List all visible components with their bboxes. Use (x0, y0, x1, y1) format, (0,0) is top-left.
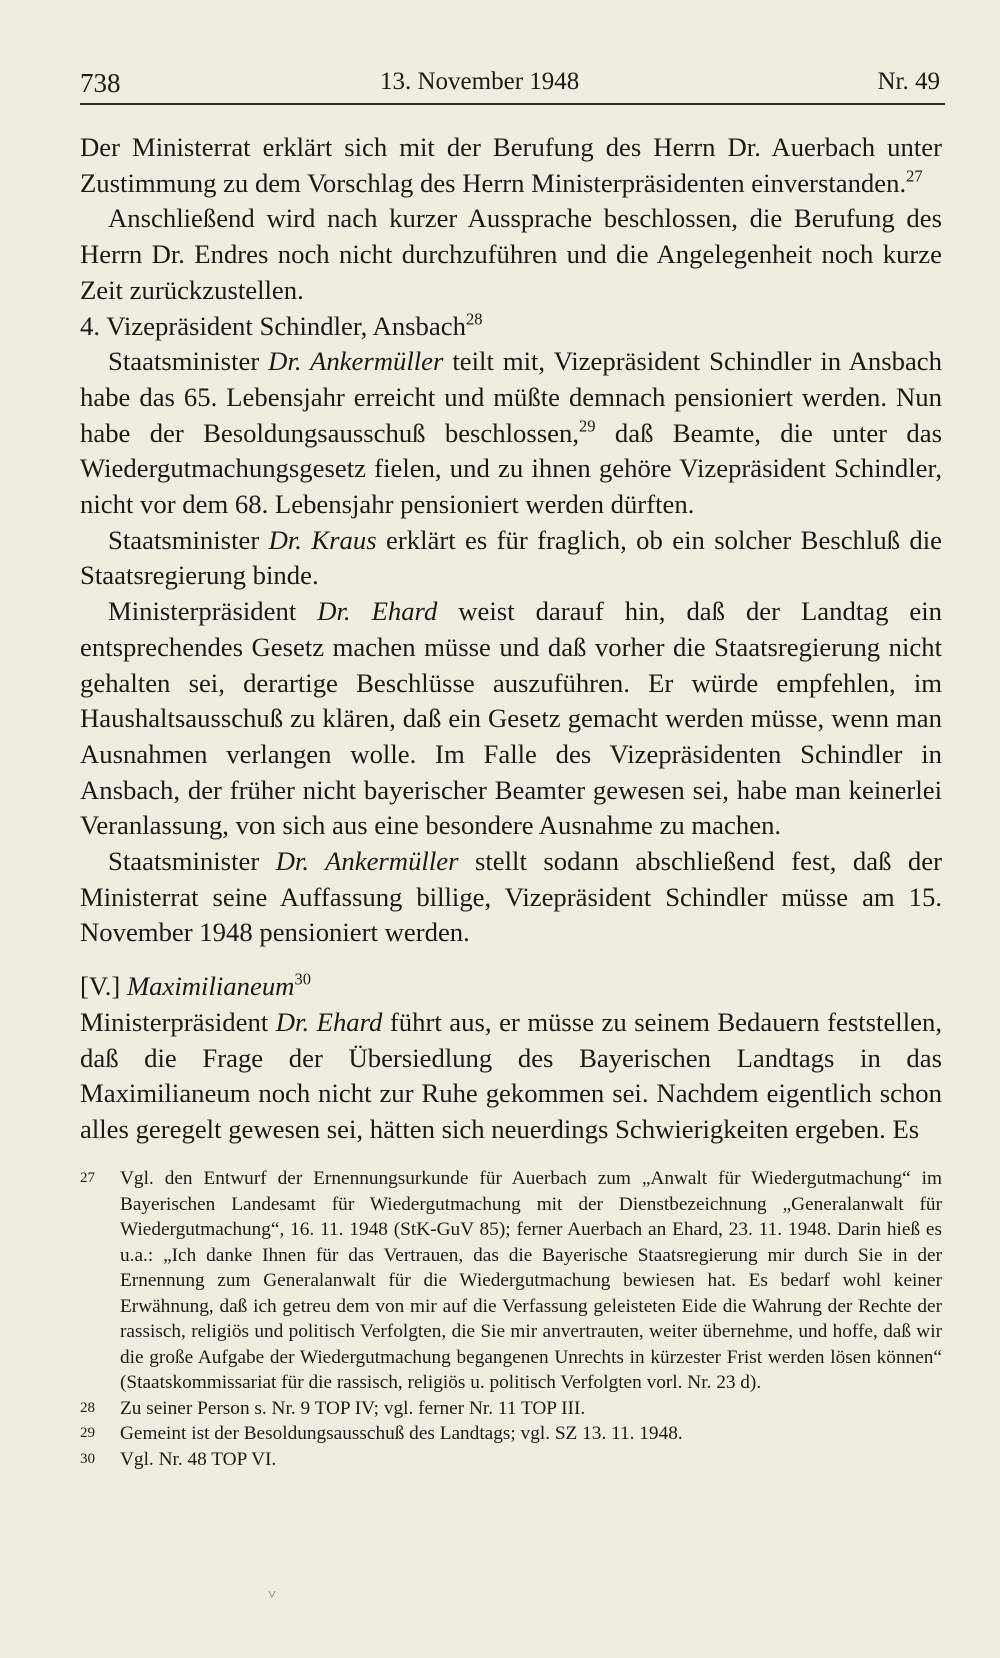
paragraph: Der Ministerrat erklärt sich mit der Berufung des Herrn Dr. Auerbach unter Zustimmung zu dem Vorschlag des Herrn Ministerpräsidenten einverstanden.$^{27}$ (80, 132, 942, 198)
footnote-number: 28 (80, 1399, 96, 1416)
footnote: 29 Gemeint ist der Besoldungsausschuß des Landtags; vgl. SZ 13. 11. 1948. (80, 1421, 942, 1447)
speaker-name: Dr. Ankermüller (275, 846, 459, 877)
footnote: 28 Zu seiner Person s. Nr. 9 TOP IV; vgl. ferner Nr. 11 TOP III. (80, 1396, 942, 1422)
paragraph: Ministerpräsident Dr. Ehard weist darauf hin, daß der Landtag ein entsprechendes Gesetz machen müsse und daß vorher die Staatsregierung nicht gehalten sei, derartige Beschlüsse auszuführen. Er würde empfehlen, im Haushaltsausschuß zu klären, daß ein Gesetz gemacht werden müsse, wenn man Ausnahmen verlangen wolle. Im Falle des Vizepräsidenten Schindler in Ansbach, der früher nicht bayerischer Beamter gewesen sei, habe man keinerlei Veranlassung, von sich aus eine besondere Ausnahme zu machen. (80, 596, 942, 841)
paragraph: Staatsminister Dr. Kraus erklärt es für fraglich, ob ein solcher Beschluß die Staatsregierung binde. (80, 524, 942, 591)
header-date: 13. November 1948 (380, 68, 580, 95)
main-text (80, 130, 942, 1148)
footnote-ref: 30 (294, 969, 312, 989)
page-number: 738 (80, 68, 121, 98)
footnote-number: 29 (80, 1425, 96, 1441)
paragraph: Ministerpräsident Dr. Ehard führt aus, er müsse zu seinem Bedauern feststellen, daß die Frage der Übersiedlung des Bayerischen Landtags in das Maximilianeum noch nicht zur Ruhe gekommen sei. Nachdem eigentlich schon alles geregelt gewesen sei, hätten sich neuerdings Schwierigkeiten ergeben. Es (80, 1006, 942, 1144)
paragraph: Staatsminister Dr. Ankermüller stellt sodann abschließend fest, daß der Ministerrat seine Auffassung billige, Vizepräsident Schindler müsse am 15. November 1948 pensioniert werden. (80, 846, 943, 948)
agenda-item-heading: 4. Vizepräsident Schindler, Ansbach$^{28}$ (80, 308, 483, 341)
footnote-ref: 27 (906, 165, 923, 185)
footnote-number: 30 (80, 1450, 96, 1467)
document-number: Nr. 49 (877, 68, 940, 95)
speaker-name: Dr. Ehard (275, 1006, 383, 1037)
header-rule (80, 103, 945, 105)
speaker-name: Dr. Ehard (317, 596, 438, 627)
paragraph: Anschließend wird nach kurzer Aussprache beschlossen, die Berufung des Herrn Dr. Endres noch nicht durchzuführen und die Angelegenheit noch kurze Zeit zurückzustellen. (80, 203, 942, 305)
printer-mark: ˅ (268, 1588, 276, 1603)
paragraph: Staatsminister Dr. Ankermüller teilt mit, Vizepräsident Schindler in Ansbach habe das 65. Lebensjahr erreicht und müßte demnach pensioniert werden. Nun habe der Besoldungsausschuß beschlossen,$^{29}$ daß Beamte, die unter das Wiedergutmachungsgesetz fielen, und zu ihnen gehöre Vizepräsident Schindler, nicht vor dem 68. Lebensjahr pensioniert werden dürften. (80, 346, 942, 520)
section-heading: [V.] Maximilianeum$^{30}$ (80, 969, 312, 1002)
footnotes (80, 1166, 942, 1472)
footnote-ref: 28 (465, 308, 483, 328)
footnote: 27 Vgl. den Entwurf der Ernennungsurkunde für Auerbach zum „Anwalt für Wiedergutmachung“ im Bayerischen Landesamt für Wiedergutmachung mit der Dienstbezeichnung „Generalanwalt für Wiedergutmachung“, 16. 11. 1948 (StK-GuV 85); ferner Auerbach an Ehard, 23. 11. 1948. Darin hieß es u.a.: „Ich danke Ihnen für das Vertrauen, das die Bayerische Staatsregierung mir durch Sie in der Ernennung zum Generalanwalt für die Wiedergutmachung bewiesen hat. Es bedarf wohl keiner Erwähnung, daß ich getreu dem von mir auf die Verfassung geleisteten Eide die Wahrung der Rechte der rassisch, religiös und politisch Verfolgten, die Sie mir anvertrauten, weiter übernehme, und hoffe, daß wir die große Aufgabe der Wiedergutmachung begangenen Unrechts in kürzester Frist werden lösen können“ (Staatskommissariat für die rassisch, religiös u. politisch Verfolgten vorl. Nr. 23 d). (80, 1168, 942, 1393)
running-header (80, 60, 940, 100)
footnote-number: 27 (80, 1170, 96, 1186)
speaker-name: Dr. Kraus (268, 524, 377, 555)
footnote-ref: 29 (579, 415, 596, 435)
footnote: 30 Vgl. Nr. 48 TOP VI. (80, 1447, 942, 1473)
speaker-name: Dr. Ankermüller (268, 346, 444, 377)
